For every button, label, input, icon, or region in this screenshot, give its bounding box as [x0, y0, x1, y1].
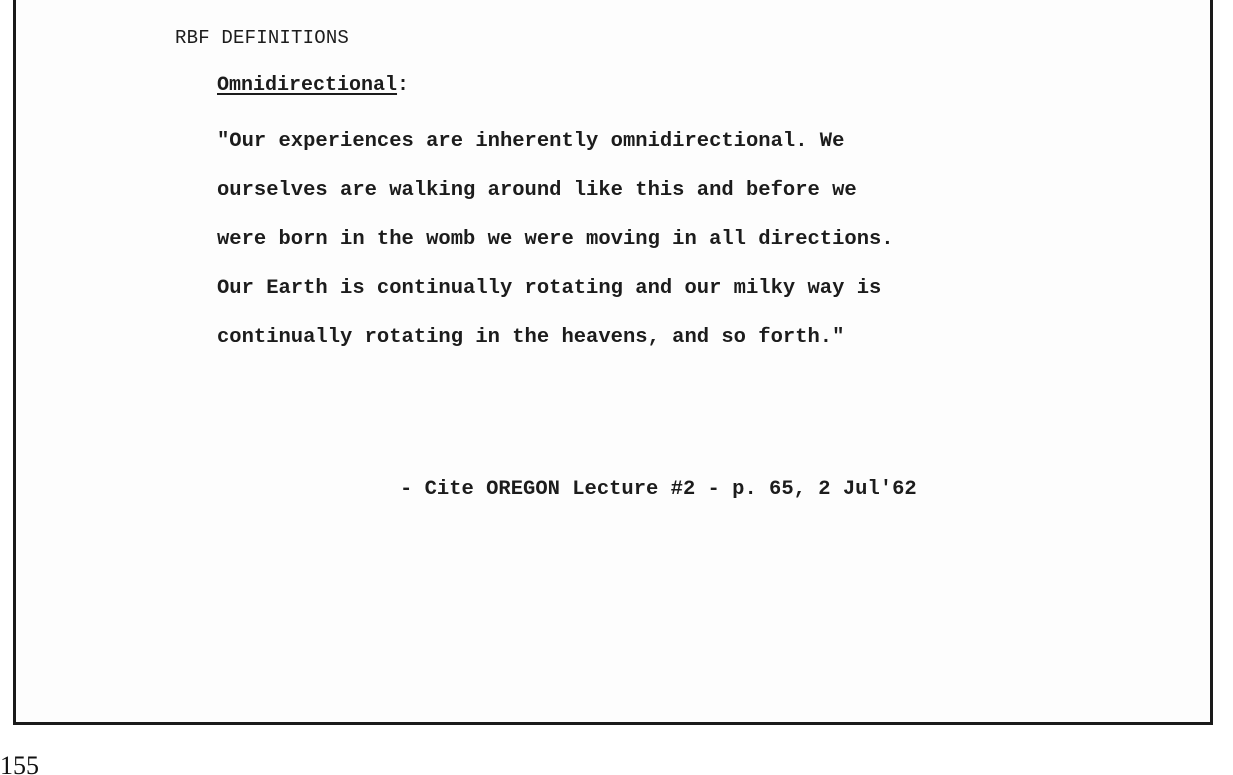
quote-line: continually rotating in the heavens, and so forth.": [217, 326, 845, 349]
definition-quote: [217, 117, 894, 362]
quote-line: Our Earth is continually rotating and our milky way is: [217, 277, 882, 300]
definition-card: [13, 0, 1213, 725]
quote-line: "Our experiences are inherently omnidirectional. We: [217, 130, 845, 153]
definition-term: [217, 74, 409, 97]
card-heading: RBF DEFINITIONS: [175, 27, 350, 49]
page-number: 155: [0, 751, 39, 775]
quote-line: ourselves are walking around like this and before we: [217, 179, 857, 202]
citation: - Cite OREGON Lecture #2 - p. 65, 2 Jul'62: [400, 478, 917, 501]
quote-line: were born in the womb we were moving in all directions.: [217, 228, 894, 251]
term-label: Omnidirectional: [217, 74, 398, 97]
term-colon: :: [397, 74, 410, 97]
